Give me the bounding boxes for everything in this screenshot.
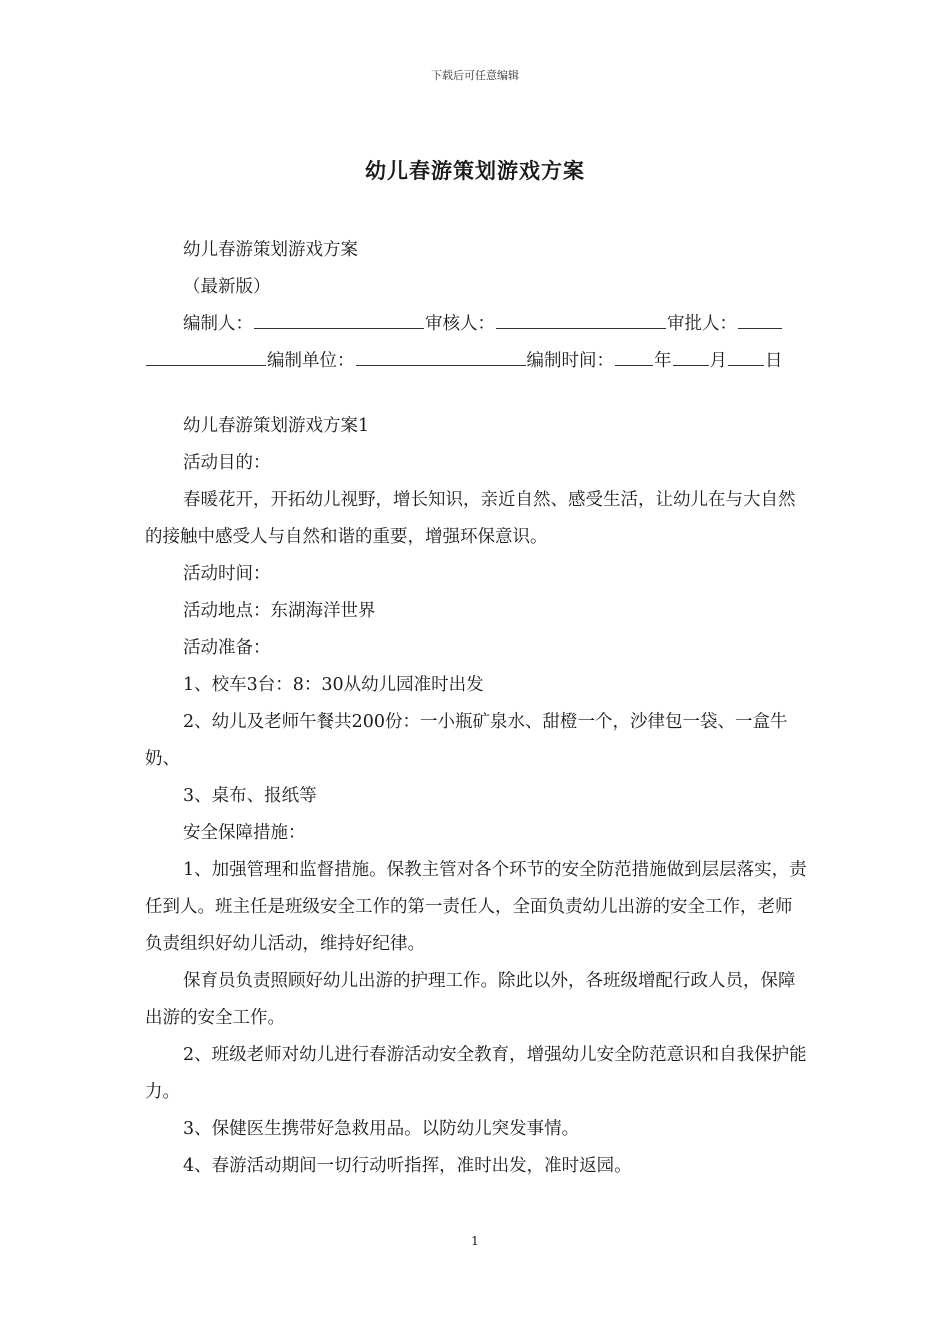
time-label: 活动时间：	[183, 564, 271, 584]
signature-line-2	[145, 343, 809, 380]
section-heading: 幼儿春游策划游戏方案1	[183, 416, 370, 436]
reviewer-label: 审核人：	[425, 314, 495, 334]
year-label: 年	[654, 351, 672, 371]
unit-blank	[356, 343, 526, 366]
prep-item: 2、幼儿及老师午餐共200份：一小瓶矿泉水、甜橙一个，沙律包一袋、一盒牛奶、	[145, 712, 788, 769]
document-title: 幼儿春游策划游戏方案	[365, 158, 585, 183]
purpose-paragraph: 春暖花开，开拓幼儿视野，增长知识，亲近自然、感受生活，让幼儿在与大自然的接触中感受人与自然和谐的重要，增强环保意识。	[145, 490, 796, 547]
page-number: 1	[471, 1234, 479, 1248]
safety-label: 安全保障措施：	[183, 823, 306, 843]
prep-label: 活动准备：	[183, 638, 271, 658]
safety-item: 4、春游活动期间一切行动听指挥，准时出发，准时返园。	[183, 1156, 632, 1176]
safety-item: 保育员负责照顾好幼儿出游的护理工作。除此以外，各班级增配行政人员，保障出游的安全工作。	[145, 971, 796, 1028]
day-label: 日	[765, 351, 783, 371]
intro-subtitle: 幼儿春游策划游戏方案	[183, 240, 358, 260]
safety-item: 2、班级老师对幼儿进行春游活动安全教育，增强幼儿安全防范意识和自我保护能力。	[145, 1045, 807, 1102]
prep-item: 3、桌布、报纸等	[183, 786, 317, 806]
approver-blank	[738, 306, 782, 329]
editor-blank	[254, 306, 424, 329]
approver-label: 审批人：	[667, 314, 737, 334]
day-blank	[728, 343, 764, 366]
page-header: 下载后可任意编辑	[431, 69, 519, 82]
time-label: 编制时间：	[526, 351, 614, 371]
purpose-label: 活动目的：	[183, 453, 271, 473]
safety-item: 3、保健医生携带好急救用品。以防幼儿突发事情。	[183, 1119, 580, 1139]
unit-label: 编制单位：	[267, 351, 355, 371]
year-blank	[615, 343, 653, 366]
prep-item: 1、校车3台：8：30从幼儿园准时出发	[183, 675, 484, 695]
reviewer-blank	[496, 306, 666, 329]
approver-blank-cont	[146, 343, 266, 366]
month-blank	[673, 343, 709, 366]
signature-line-1	[145, 306, 809, 343]
document-body	[145, 232, 809, 1185]
place-label: 活动地点：东湖海洋世界	[183, 601, 376, 621]
editor-label: 编制人：	[183, 314, 253, 334]
month-label: 月	[709, 351, 727, 371]
safety-item: 1、加强管理和监督措施。保教主管对各个环节的安全防范措施做到层层落实，责任到人。班主任是班级安全工作的第一责任人，全面负责幼儿出游的安全工作，老师负责组织好幼儿活动，维持好纪律。	[145, 860, 807, 954]
intro-edition: （最新版）	[183, 277, 271, 297]
